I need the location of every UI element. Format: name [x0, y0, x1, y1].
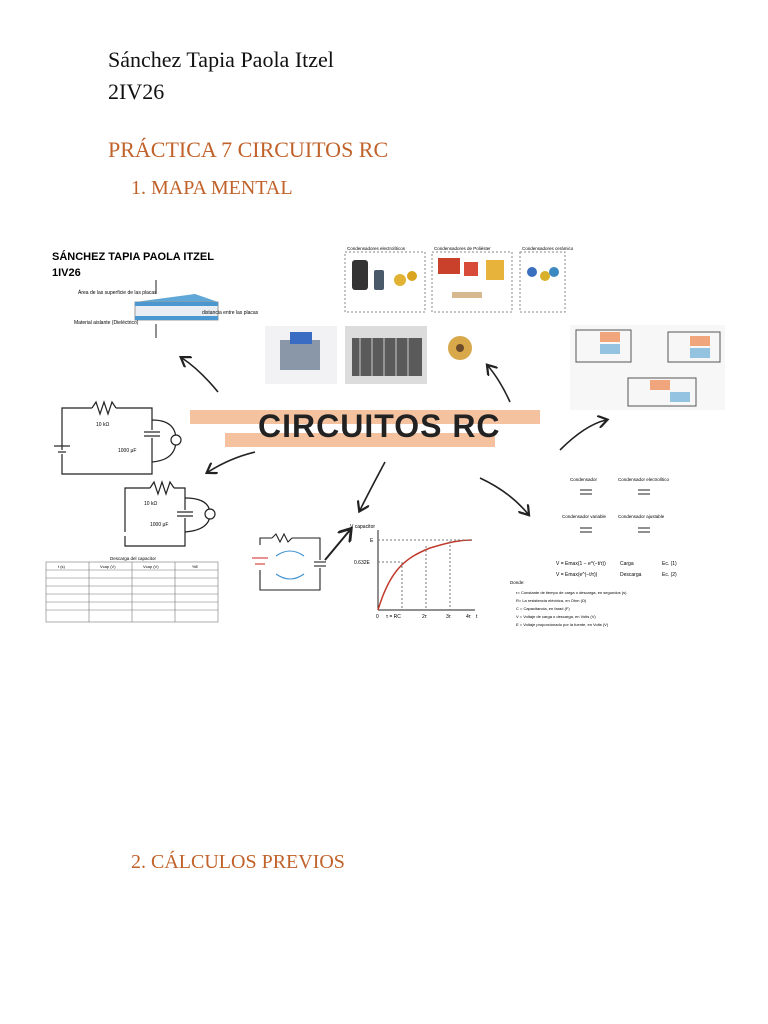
resistor-label-2: 10 kΩ [144, 501, 158, 507]
eq1-num: Ec. (1) [662, 561, 677, 567]
author-name: Sánchez Tapia Paola Itzel [108, 47, 334, 72]
center-banner [190, 408, 540, 447]
practice-title: PRÁCTICA 7 CIRCUITOS RC [108, 137, 389, 162]
graph-xtick-3: 3τ [446, 614, 451, 620]
sym-electro-label: Condensador electrolítico [618, 477, 670, 482]
plate-distance-label: distancia entre las placas [202, 310, 259, 316]
section-previous-calculations: 2. CÁLCULOS PREVIOS [131, 851, 345, 873]
variable-capacitor-photos [265, 326, 472, 384]
resistor-label-1: 10 kΩ [96, 422, 110, 428]
graph-063-label: 0.632E [354, 560, 370, 566]
graph-xtick-0: 0 [376, 614, 379, 620]
table-col-3: %E [192, 564, 199, 569]
legend-title: Donde: [510, 580, 525, 585]
group-code: 2IV26 [108, 79, 165, 104]
legend-line-0: τ= Constante de tiempo de carga o descarga, en segundos (s) [516, 590, 627, 595]
discharge-table [46, 556, 218, 622]
sym-var-label: Condensador variable [562, 514, 607, 519]
map-author: SÁNCHEZ TAPIA PAOLA ITZEL [52, 251, 214, 263]
table-col-0: t (s) [58, 564, 65, 569]
dielectric-label: Material aislante (Dieléctrico) [74, 320, 139, 326]
cap-ceramic-label: Condensadores cerámico [522, 246, 574, 251]
charge-graph [350, 524, 478, 620]
capacitor-circuits-panel [570, 325, 725, 410]
legend-line-4: E = Voltaje proporcionado por la fuente, en Volts (V) [516, 622, 609, 627]
capacitor-types-panel [345, 246, 574, 312]
table-col-2: Vcap (V) [143, 564, 159, 569]
capacitor-label-1: 1000 μF [118, 448, 137, 454]
sym-adj-label: Condensador ajustable [618, 514, 665, 519]
rc-circuit-diagram-1 [54, 402, 181, 474]
eq2-num: Ec. (2) [662, 572, 677, 578]
graph-ylabel: V capacitor [350, 524, 376, 530]
map-group: 1IV26 [52, 267, 81, 279]
graph-xtick-4: 4τ [466, 614, 471, 620]
legend-line-3: V = Voltaje de carga o descarga, en Volts (V) [516, 614, 596, 619]
eq2: V = Emax(e^(−t/τ)) [556, 572, 598, 578]
legend-line-2: C = Capacitancia, en farad (F) [516, 606, 570, 611]
graph-xtick-1: τ = RC [386, 614, 401, 620]
plate-capacitor-diagram [74, 280, 259, 338]
eq2-label: Descarga [620, 572, 642, 578]
charging-circuit-diagram [252, 530, 350, 590]
center-title: CIRCUITOS RC [258, 408, 501, 444]
graph-e-label: E [370, 538, 374, 544]
cap-electrolytic-label: Condensadores electrolíticos [347, 246, 406, 251]
eq1: V = Emax(1 − e^(−t/τ)) [556, 561, 606, 567]
plate-area-label: Área de las superficie de las placas [78, 290, 157, 296]
table-title: Descarga del capacitor [110, 556, 157, 561]
graph-xtick-5: t [476, 614, 478, 620]
capacitor-label-2: 1000 μF [150, 522, 169, 528]
sym-cap-label: Condensador [570, 477, 598, 482]
graph-xtick-2: 2τ [422, 614, 427, 620]
eq1-label: Carga [620, 561, 634, 567]
rc-circuit-diagram-2 [125, 482, 215, 546]
section-mind-map: 1. MAPA MENTAL [131, 177, 293, 199]
symbols-equations-panel [510, 477, 677, 627]
mind-map-image [40, 240, 730, 640]
table-col-1: Vcap (V) [100, 564, 116, 569]
cap-polyester-label: Condensadores de Poliéster [434, 246, 491, 251]
legend-line-1: R= La resistencia eléctrica, en Ohm (Ω) [516, 598, 587, 603]
